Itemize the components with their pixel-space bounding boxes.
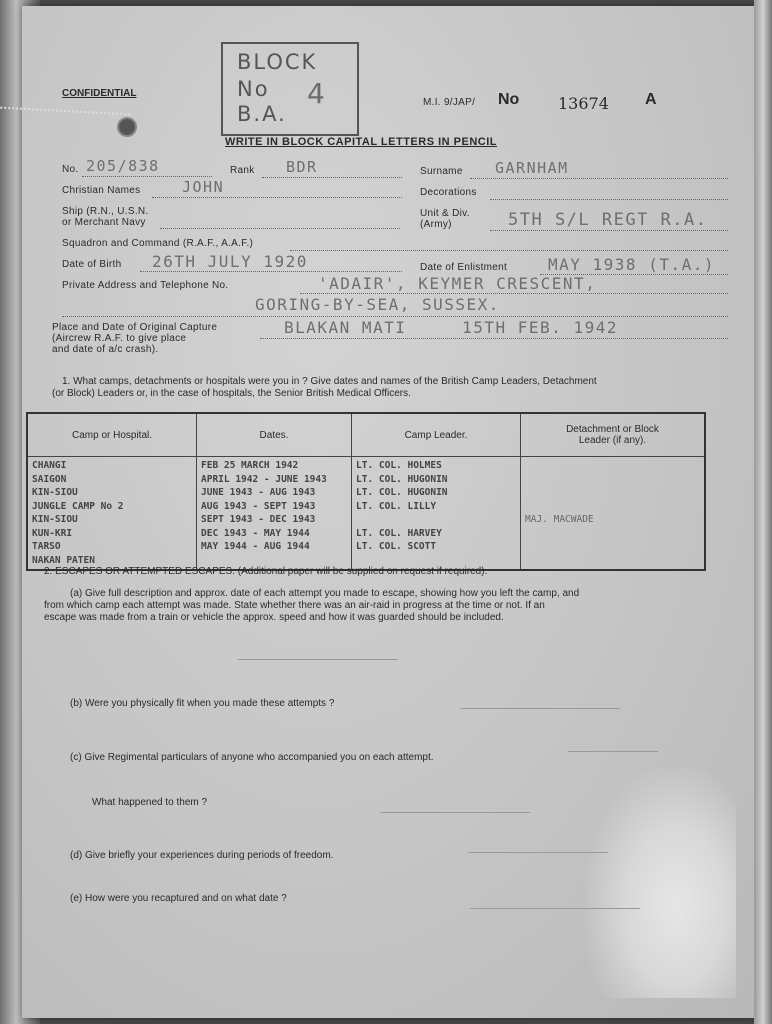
date-entry: APRIL 1942 - JUNE 1943 [201,473,327,485]
confidential-label: CONFIDENTIAL [62,88,137,99]
camp-entry: KIN-SIOU [32,514,78,525]
camps-table [26,412,706,571]
detachment-entry [525,459,700,473]
enlistment-value: MAY 1938 (T.A.) [548,255,715,274]
camp-entry: SAIGON [32,473,67,485]
question-a-line2: from which camp each attempt was made. State whether there was an air-raid in progress at the time or not. If an [44,600,545,611]
unit-value: 5TH S/L REGT R.A. [508,210,708,230]
capture-line [260,338,728,339]
detachment-column-header [521,413,706,457]
address-value-2: GORING-BY-SEA, SUSSEX. [255,295,500,314]
leader-entry: LT. COL. HUGONIN [356,473,448,485]
camp-entry: NAKAN PATEN [32,554,95,566]
capture-label-3: and date of a/c crash). [52,344,159,355]
ship-label-1: Ship (R.N., U.S.N. [62,206,149,217]
question-b: (b) Were you physically fit when you made these attempts ? [70,698,335,709]
leader-entry [356,513,516,527]
ship-label-2: or Merchant Navy [62,217,146,228]
answer-c-followup-line [380,812,530,813]
leader-entry: LT. COL. HOLMES [356,460,442,471]
date-entry: FEB 25 MARCH 1942 [201,460,299,471]
unit-label-2: (Army) [420,219,452,230]
surname-line [470,178,728,179]
leader-entry [356,554,516,568]
section1-question-line2: (or Block) Leaders or, in the case of hospitals, the Senior British Medical Officers. [52,388,411,399]
surname-label: Surname [420,166,463,177]
detachment-entry [525,500,700,514]
detachment-entry [525,473,700,487]
detachment-entry [525,527,700,541]
date-entry: AUG 1943 - SEPT 1943 [201,500,316,512]
address-line-2 [62,316,728,317]
stamp-number: 4 [307,77,327,110]
surname-value: GARNHAM [495,159,569,177]
detachment-entry: MAJ. MACWADE [525,514,594,525]
capture-label-2: (Aircrew R.A.F. to give place [52,333,187,344]
christian-names-label: Christian Names [62,185,141,196]
date-entry: SEPT 1943 - DEC 1943 [201,514,316,525]
punch-hole [117,117,137,137]
decorations-line [490,199,728,200]
address-line-1 [300,293,728,294]
question-a-line1: (a) Give full description and approx. date of each attempt you made to escape, showing how you left the camp, and [70,588,580,599]
detachment-cell [521,457,706,571]
leader-entry: LT. COL. HUGONIN [356,487,448,498]
service-no-value: 205/838 [86,157,160,175]
camp-names-cell [27,457,197,571]
rank-line [262,177,402,178]
ship-line [160,228,400,229]
number-label: No [498,91,520,108]
question-d: (d) Give briefly your experiences during periods of freedom. [70,850,334,861]
capture-label-1: Place and Date of Original Capture [52,322,218,333]
camp-entry: CHANGI [32,460,67,471]
christian-names-value: JOHN [182,178,225,196]
answer-d-line [468,852,608,853]
camp-entry: KIN-SIOU [32,487,78,498]
detachment-entry [525,554,700,568]
answer-a-line [238,659,398,660]
section2-title: 2. ESCAPES OR ATTEMPTED ESCAPES. (Additional paper will be supplied on request if required). [44,566,488,577]
leaders-cell [352,457,521,571]
date-entry [201,554,347,568]
camp-entry: TARSO [32,541,61,552]
question-c-followup: What happened to them ? [92,797,208,808]
answer-c-line [568,751,658,752]
detachment-header-line1: Detachment or Block [566,424,659,435]
stamp-line-3: B.A. [237,102,287,126]
camp-entry: JUNGLE CAMP No 2 [32,500,124,512]
leader-entry: LT. COL. SCOTT [356,541,437,552]
dob-line [140,271,402,272]
decorations-label: Decorations [420,187,477,198]
unit-line [490,230,728,231]
christian-names-line [152,197,402,198]
question-a-line3: escape was made from a train or vehicle the approx. speed and how it was guarded should be included. [44,612,504,623]
leader-entry: LT. COL. HARVEY [356,527,442,539]
service-no-label: No. [62,164,79,175]
stamp-line-1: BLOCK [237,50,318,74]
date-entry: JUNE 1943 - AUG 1943 [201,487,316,498]
dates-cell [197,457,352,571]
address-label: Private Address and Telephone No. [62,280,229,291]
instruction-heading: WRITE IN BLOCK CAPITAL LETTERS IN PENCIL [225,136,497,148]
squadron-label: Squadron and Command (R.A.F., A.A.F.) [62,238,254,249]
detachment-entry [525,486,700,500]
unit-label-1: Unit & Div. [420,208,470,219]
squadron-line [290,250,728,251]
dates-column-header: Dates. [197,413,352,457]
camp-column-header: Camp or Hospital. [27,413,197,457]
dob-value: 26TH JULY 1920 [152,252,308,271]
detachment-header-line2: Leader (if any). [578,435,647,446]
rank-label: Rank [230,165,255,176]
enlistment-label: Date of Enlistment [420,262,508,273]
rank-value: BDR [286,158,318,176]
paper-stain [586,768,736,998]
capture-value: BLAKAN MATI 15TH FEB. 1942 [284,318,618,337]
section1-question-line1: 1. What camps, detachments or hospitals were you in ? Give dates and names of the British Camp Leaders, Detachment [62,376,597,387]
address-value-1: 'ADAIR', KEYMER CRESCENT, [318,274,597,293]
answer-b-line [460,708,620,709]
camp-entry: KUN-KRI [32,527,73,539]
serial-number: 13674 [558,94,609,113]
dob-label: Date of Birth [62,259,122,270]
date-entry: DEC 1943 - MAY 1944 [201,527,310,539]
page-stack-edge [754,0,772,1024]
service-no-line [82,176,212,177]
date-entry: MAY 1944 - AUG 1944 [201,541,310,552]
question-c: (c) Give Regimental particulars of anyone who accompanied you on each attempt. [70,752,434,763]
answer-e-line [470,908,640,909]
stamp-line-2: No [237,77,270,101]
detachment-entry [525,540,700,554]
question-e: (e) How were you recaptured and on what date ? [70,893,287,904]
leader-column-header: Camp Leader. [352,413,521,457]
serial-letter: A [645,91,657,108]
leader-entry: LT. COL. LILLY [356,500,437,512]
form-reference: M.I. 9/JAP/ [423,97,476,108]
block-stamp [221,42,359,136]
